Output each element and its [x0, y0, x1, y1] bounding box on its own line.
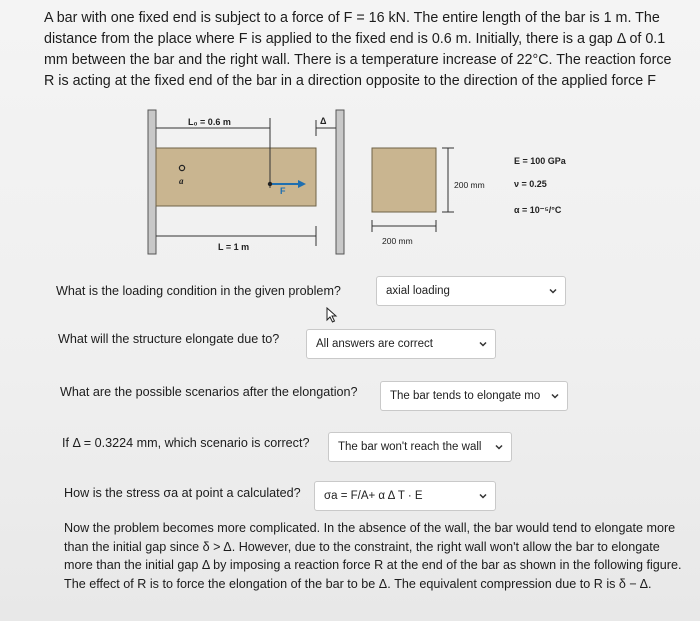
width-dimension-label: 200 mm — [382, 236, 413, 246]
elongation-cause-select[interactable] — [306, 329, 496, 359]
continuation-text: Now the problem becomes more complicated. In the absence of the wall, the bar would tend to elongate more than the initial gap since δ > Δ. However, due to the constraint, the right wall won't allow the bar to elongate more than the initial gap Δ by imposing a reaction force R at the end of the bar as shown in the following figure. The effect of R is to force the elongation of the bar to be Δ. The equivalent compression due to R is δ − Δ. — [64, 521, 682, 591]
question-3-label: What are the possible scenarios after the elongation? — [60, 385, 358, 399]
chevron-down-icon — [494, 442, 504, 452]
chevron-down-icon — [478, 491, 488, 501]
delta-scenario-value: The bar won't reach the wall — [338, 441, 482, 453]
chevron-down-icon — [548, 286, 558, 296]
cross-section — [372, 148, 436, 212]
stress-formula-select[interactable] — [314, 481, 496, 511]
chevron-down-icon — [550, 391, 560, 401]
loading-condition-value: axial loading — [386, 285, 450, 297]
elastic-modulus-label: E = 100 GPa — [514, 156, 566, 166]
chevron-down-icon — [478, 339, 488, 349]
length-label: L = 1 m — [218, 242, 250, 252]
scenarios-value: The bar tends to elongate mo — [390, 390, 541, 402]
l0-dimension-label: L₀ = 0.6 m — [188, 117, 231, 127]
question-4-label: If Δ = 0.3224 mm, which scenario is correct? — [62, 436, 310, 450]
question-2-label: What will the structure elongate due to? — [58, 332, 280, 346]
delta-scenario-select[interactable] — [328, 432, 512, 462]
poisson-ratio-label: ν = 0.25 — [514, 179, 547, 189]
problem-statement: A bar with one fixed end is subject to a force of F = 16 kN. The entire length of the bar is 1 m. The distance from the place where F is applied to the fixed end is 0.6 m. Initially, there is a gap Δ of 0.1 mm between the bar and the right wall. There is a temperature increase of 22°C. The reaction force R is acting at the fixed end of the bar in a direction opposite to the direction of the applied force F — [44, 10, 672, 89]
question-1-label: What is the loading condition in the given problem? — [56, 284, 341, 298]
scenarios-select[interactable] — [380, 381, 568, 411]
left-wall — [148, 110, 156, 254]
right-wall — [336, 110, 344, 254]
mouse-cursor-icon — [326, 307, 338, 323]
stress-formula-value: σa = F/A+ α Δ T · E — [324, 490, 423, 502]
problem-figure — [130, 108, 600, 260]
point-a-label: a — [179, 176, 184, 186]
question-5-label: How is the stress σa at point a calculated? — [64, 486, 301, 500]
delta-label: Δ — [320, 116, 327, 126]
height-dimension-label: 200 mm — [454, 180, 485, 190]
elongation-cause-value: All answers are correct — [316, 338, 433, 350]
thermal-coefficient-label: α = 10⁻⁵/°C — [514, 205, 562, 215]
force-label: F — [280, 186, 286, 196]
loading-condition-select[interactable] — [376, 276, 566, 306]
